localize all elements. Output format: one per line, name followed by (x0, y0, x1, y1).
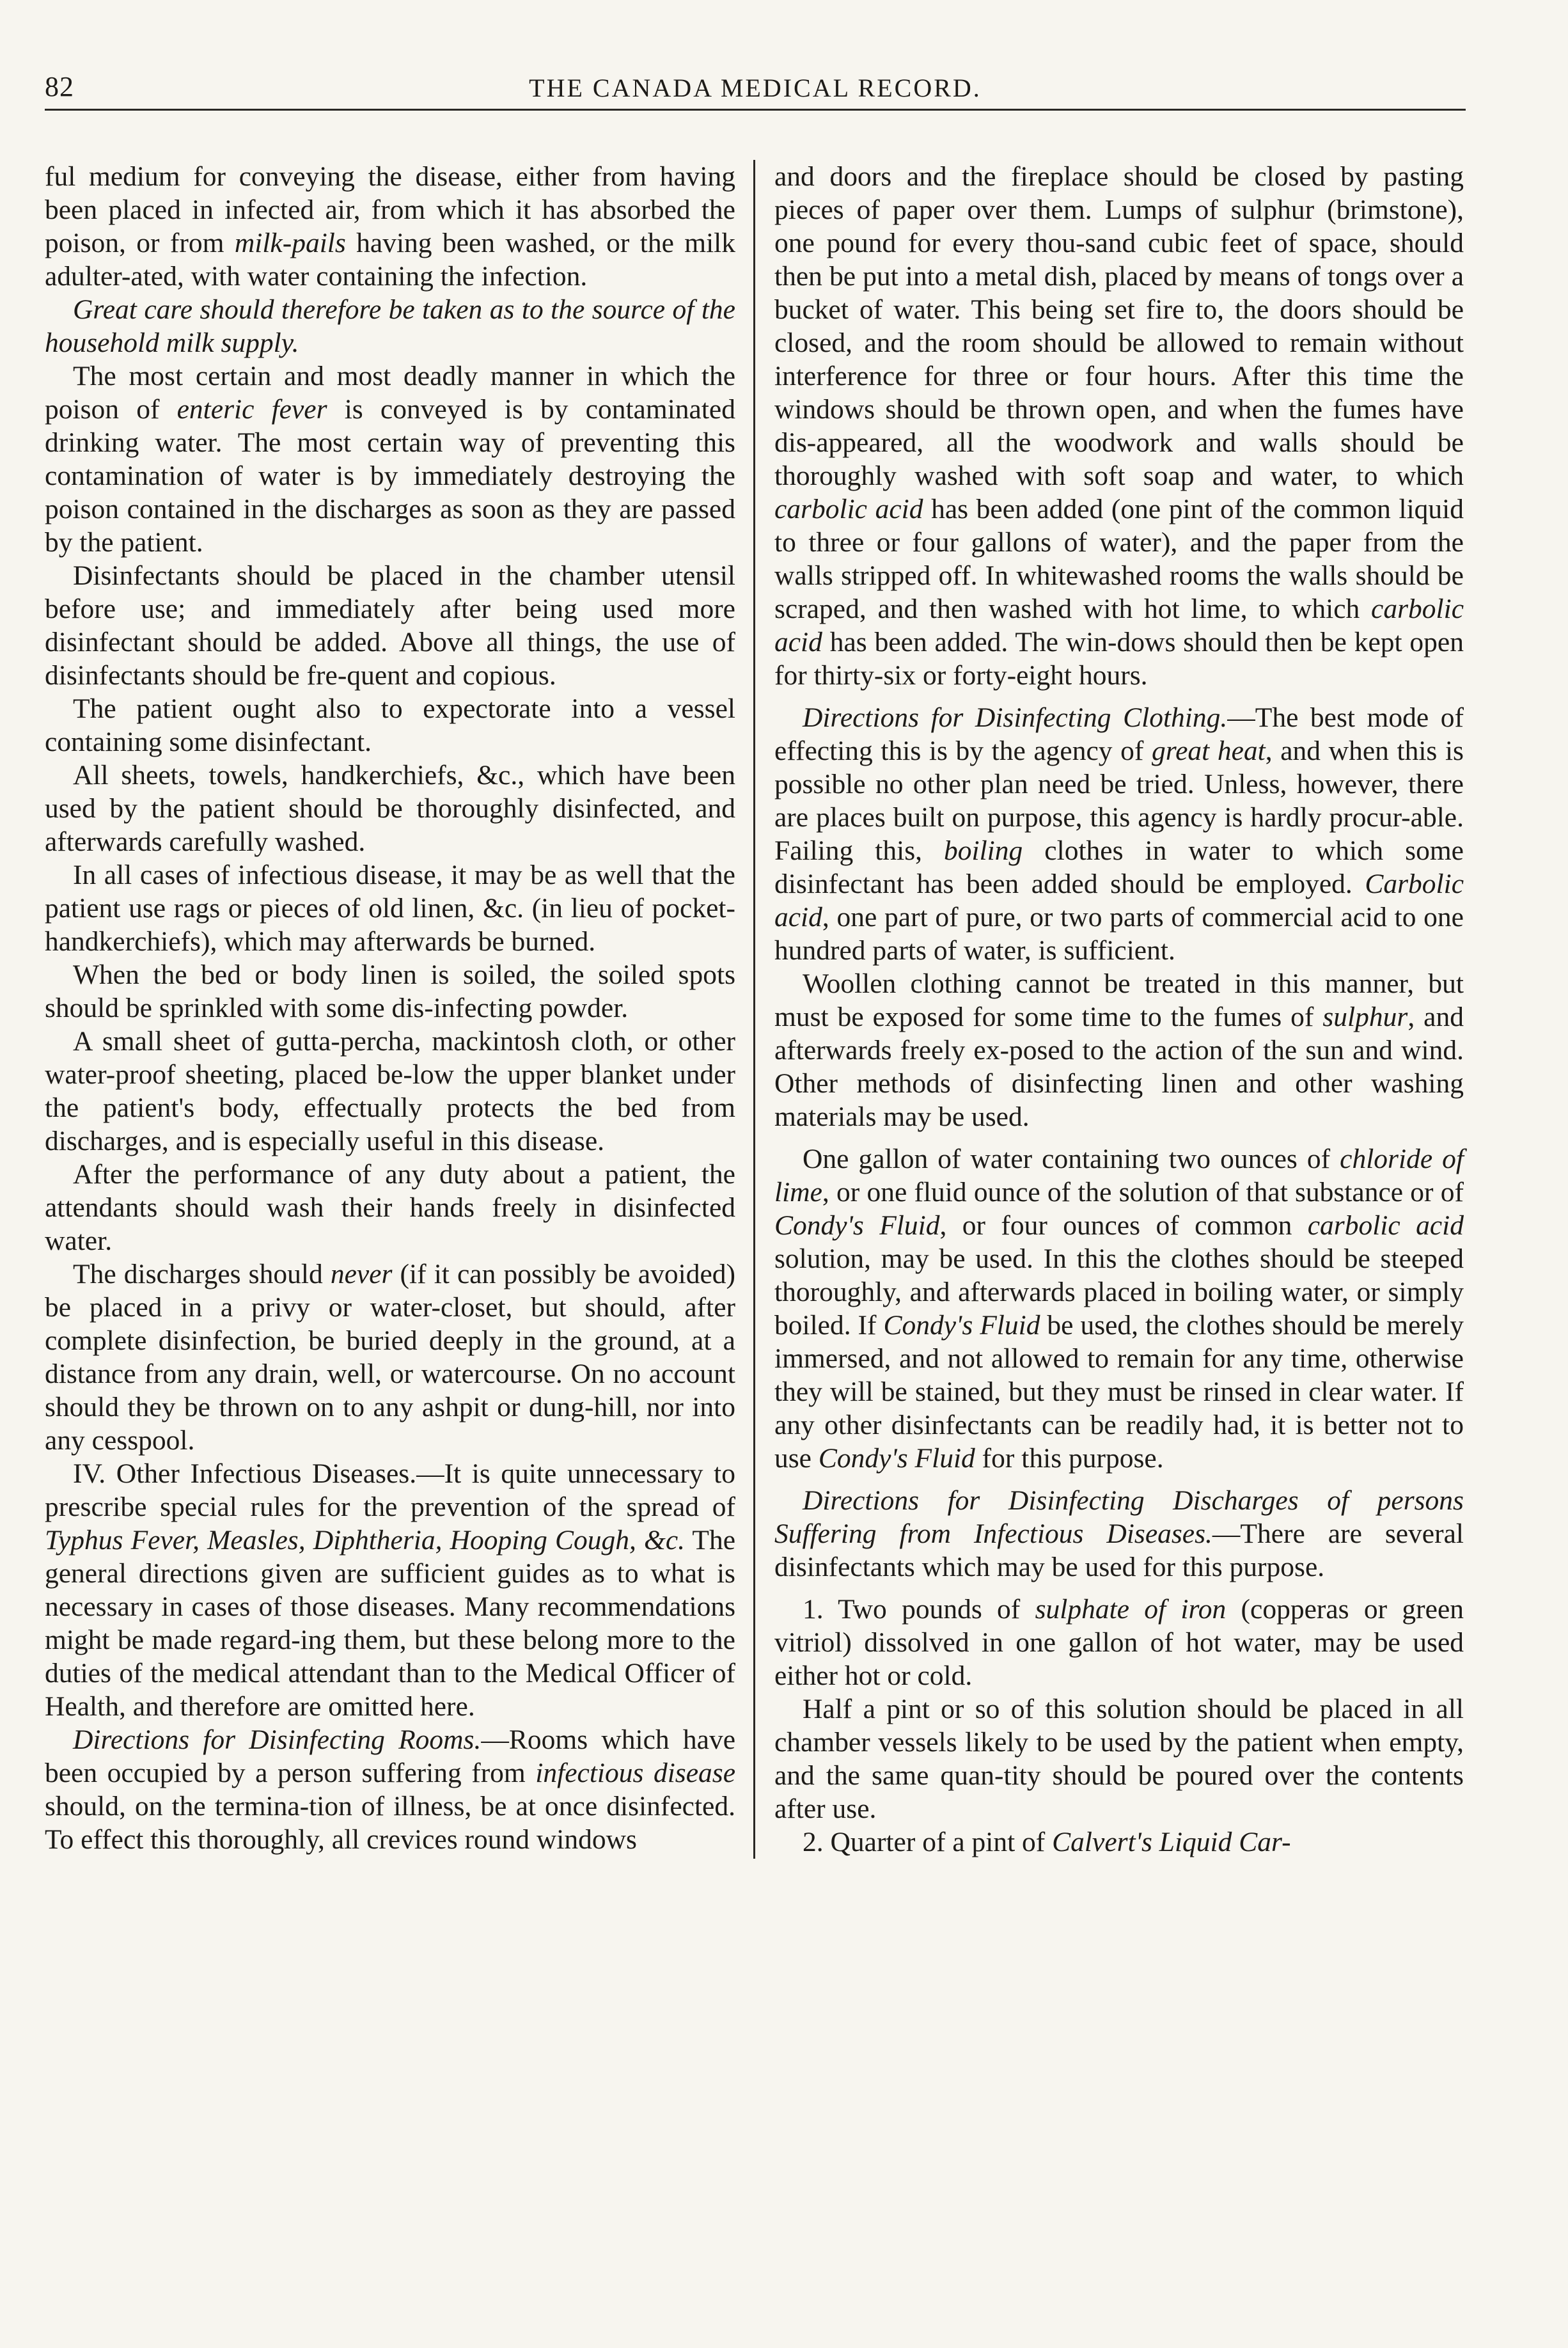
paragraph (45, 692, 735, 759)
text-run: The discharges should (73, 1259, 331, 1289)
italic-text: infectious disease (535, 1758, 736, 1788)
text-run: 2. Quarter of a pint of (803, 1827, 1053, 1857)
text-run: All sheets, towels, handkerchiefs, &c., which have been used by the patient should be thoroughly disinfected, and afterwards carefully washed. (45, 760, 735, 857)
italic-text: Calvert's Liquid Car- (1052, 1827, 1291, 1857)
text-run: The general directions given are sufficient guides as to what is necessary in cases of those diseases. Many recommendations might be made regard-ing them, but these belong more to the duties of the medical attendant than to the Medical Officer of Health, and therefore are omitted here. (45, 1525, 735, 1722)
text-run: has been added (one pint of the common liquid to three or four gallons of water), and the paper from the walls stripped off. In whitewashed rooms the walls should be scraped, and then washed with hot lime, to which (774, 494, 1464, 624)
text-run: , and when this is possible no other plan need be tried. Unless, however, there are places built on purpose, this agency is hardly procur-able. Failing this, (774, 736, 1464, 866)
italic-text: chloride of lime (774, 1144, 1464, 1208)
text-columns (45, 160, 1466, 1859)
paragraph (774, 1825, 1464, 1859)
text-run: —Rooms which have been occupied by a person suffering from (45, 1724, 736, 1788)
paragraph (45, 359, 735, 559)
text-run: , and afterwards freely ex-posed to the action of the sun and wind. Other methods of disinfecting linen and other washing materials may be used. (774, 1002, 1464, 1132)
text-run: 1. Two pounds of (803, 1594, 1035, 1625)
paragraph (45, 293, 735, 359)
text-run: —The best mode of effecting this is by the agency of (774, 702, 1464, 766)
paragraph (45, 858, 735, 958)
text-run: is conveyed is by contaminated drinking water. The most certain way of preventing this contamination of water is by immediately destroying the poison contained in the discharges as soon as they are passed by the patient. (45, 394, 735, 558)
paragraph (774, 160, 1464, 692)
italic-text: never (330, 1259, 393, 1289)
text-run: , or four ounces of common (939, 1210, 1308, 1241)
text-run: —There are several disinfectants which may be used for this purpose. (774, 1518, 1464, 1582)
text-run: clothes in water to which some disinfectant has been added should be employed. (774, 835, 1464, 899)
text-run: Half a pint or so of this solution should be placed in all chamber vessels likely to be used by the patient when empty, and the same quan-tity should be poured over the contents after use. (774, 1694, 1464, 1824)
paragraph (45, 1723, 735, 1856)
italic-text: Condy's Fluid (818, 1443, 975, 1474)
text-run: (if it can possibly be avoided) be placed in a privy or water-closet, but should, after complete disinfection, be buried deeply in the ground, at a distance from any drain, well, or watercourse. On no account should they be thrown on to any ashpit or dung-hill, nor into any cesspool. (45, 1259, 735, 1456)
italic-text: Great care should therefore be taken as to the source of the household milk supply. (45, 294, 735, 358)
text-run: should, on the termina-tion of illness, be at once disinfected. To effect this thoroughly, all crevices round windows (45, 1791, 735, 1855)
italic-text: carbolic acid (774, 494, 923, 524)
text-run: The most certain and most deadly manner in which the poison of (45, 361, 735, 425)
paragraph (45, 1457, 735, 1723)
italic-text: milk-pails (234, 228, 346, 258)
paragraph (774, 701, 1464, 967)
journal-title: THE CANADA MEDICAL RECORD. (529, 74, 982, 102)
text-run: , one part of pure, or two parts of commercial acid to one hundred parts of water, is sufficient. (774, 902, 1464, 966)
text-run: The patient ought also to expectorate into a vessel containing some disinfectant. (45, 693, 735, 757)
paragraph (774, 1484, 1464, 1584)
italic-text: Directions for Disinfecting Discharges of persons Suffering from Infectious Diseases. (774, 1485, 1464, 1549)
left-column (45, 160, 753, 1859)
text-run: When the bed or body linen is soiled, the soiled spots should be sprinkled with some dis-infecting powder. (45, 959, 735, 1023)
paragraph (45, 559, 735, 692)
text-run: has been added. The win-dows should then be kept open for thirty-six or forty-eight hours. (774, 627, 1464, 691)
text-run: A small sheet of gutta-percha, mackintosh cloth, or other water-proof sheeting, placed be-low the upper blanket under the patient's body, effectually protects the bed from discharges, and is especially useful in this disease. (45, 1026, 735, 1156)
italic-text: Condy's Fluid (883, 1310, 1040, 1341)
text-run: (copperas or green vitriol) dissolved in one gallon of hot water, may be used either hot or cold. (774, 1594, 1464, 1691)
paragraph (774, 1142, 1464, 1475)
paragraph (45, 1025, 735, 1158)
paragraph (45, 759, 735, 858)
paragraph (45, 958, 735, 1025)
text-run: and doors and the fireplace should be closed by pasting pieces of paper over them. Lumps of sulphur (brimstone), one pound for every thou-sand cubic feet of space, should then be put into a metal dish, placed by means of tongs over a bucket of water. This being set fire to, the doors should be closed, and the room should be allowed to remain without interference for three or four hours. After this time the windows should be thrown open, and when the fumes have dis-appeared, all the woodwork and walls should be thoroughly washed with soft soap and water, to which (774, 161, 1464, 491)
text-run: for this purpose. (975, 1443, 1164, 1474)
text-run: Woollen clothing cannot be treated in this manner, but must be exposed for some time to the fumes of (774, 968, 1464, 1032)
paragraph (45, 1257, 735, 1457)
text-run: solution, may be used. In this the clothes should be steeped thoroughly, and afterwards placed in boiling water, or simply boiled. If (774, 1243, 1464, 1341)
text-run: After the performance of any duty about a patient, the attendants should wash their hands freely in disinfected water. (45, 1159, 735, 1256)
text-run: IV. Other Infectious Diseases.—It is quite unnecessary to prescribe special rules for the prevention of the spread of (45, 1458, 735, 1522)
running-head (45, 64, 1466, 111)
italic-text: carbolic acid (774, 594, 1464, 658)
page-number: 82 (45, 71, 74, 102)
paragraph (45, 1158, 735, 1257)
italic-text: great heat (1152, 736, 1266, 766)
paragraph (774, 1593, 1464, 1692)
italic-text: sulphate of iron (1035, 1594, 1227, 1625)
paragraph (774, 967, 1464, 1133)
text-run: One gallon of water containing two ounces of (803, 1144, 1340, 1174)
italic-text: Typhus Fever, Measles, Diphtheria, Hooping Cough, &c. (45, 1525, 686, 1556)
text-run: be used, the clothes should be merely immersed, and not allowed to remain for any time, otherwise they will be stained, but they must be rinsed in clear water. If any other disinfectants can be readily had, it is better not to use (774, 1310, 1464, 1474)
italic-text: Carbolic acid (774, 869, 1464, 933)
italic-text: sulphur (1322, 1002, 1408, 1032)
italic-text: boiling (944, 835, 1023, 866)
italic-text: Directions for Disinfecting Rooms. (73, 1724, 482, 1755)
text-run: Disinfectants should be placed in the chamber utensil before use; and immediately after being used more disinfectant should be added. Above all things, the use of disinfectants should be fre-quent and copious. (45, 560, 735, 691)
italic-text: carbolic acid (1307, 1210, 1464, 1241)
text-run: ful medium for conveying the disease, either from having been placed in infected air, from which it has absorbed the poison, or from (45, 161, 735, 258)
text-run: having been washed, or the milk adulter-ated, with water containing the infection. (45, 228, 736, 292)
text-run: , or one fluid ounce of the solution of that substance or of (822, 1177, 1464, 1208)
paragraph (45, 160, 735, 293)
text-run: In all cases of infectious disease, it may be as well that the patient use rags or pieces of old linen, &c. (in lieu of pocket-handkerchiefs), which may afterwards be burned. (45, 860, 735, 957)
italic-text: enteric fever (176, 394, 327, 425)
italic-text: Condy's Fluid (774, 1210, 940, 1241)
right-column (755, 160, 1464, 1859)
italic-text: Directions for Disinfecting Clothing. (803, 702, 1228, 733)
paragraph (774, 1692, 1464, 1825)
